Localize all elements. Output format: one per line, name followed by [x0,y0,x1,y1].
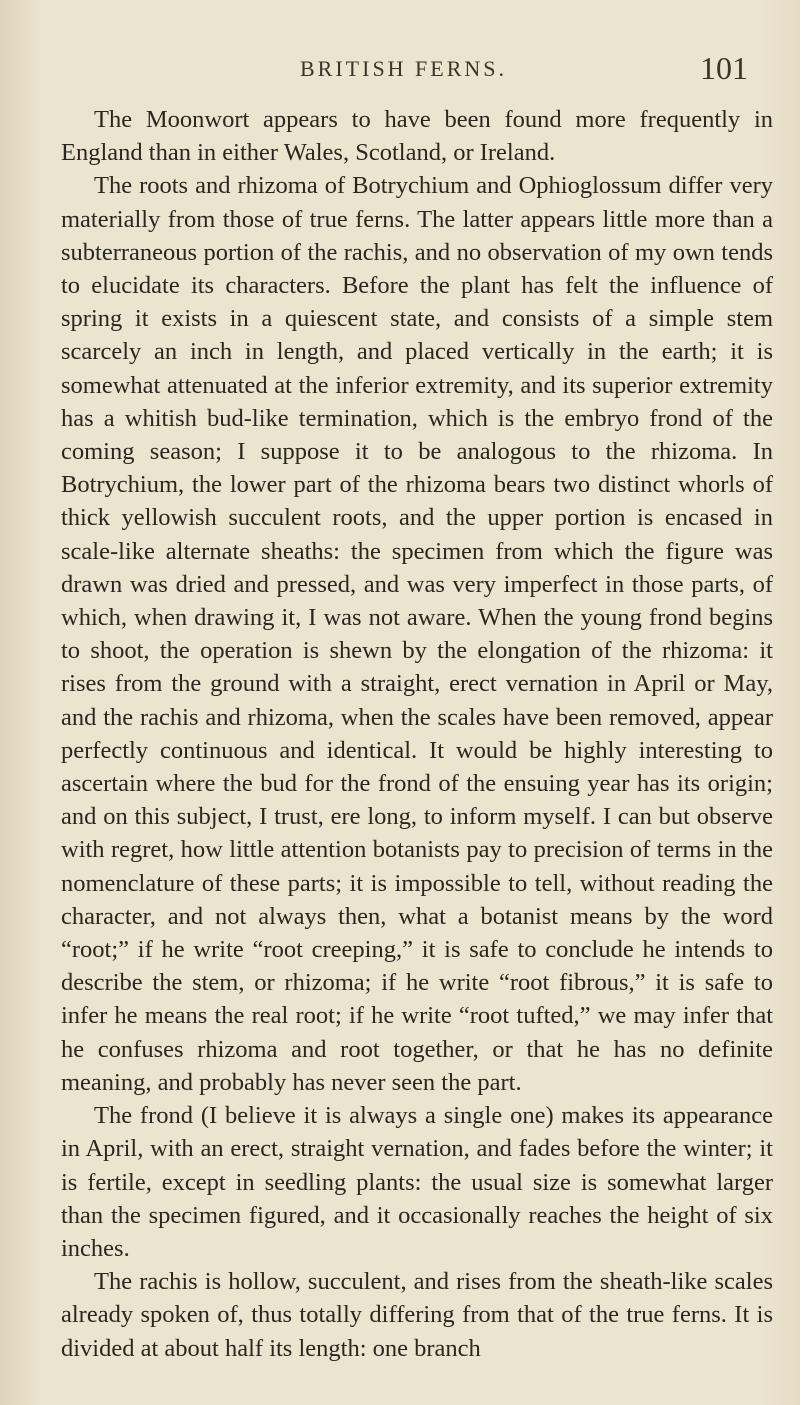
running-title: BRITISH FERNS. [300,56,508,81]
page-header [0,50,800,90]
paragraph: The roots and rhizoma of Botrychium and Ophioglossum differ very materially from those of true ferns. The latter appears little more than a subterraneous portion of the rachis, and no observation of my own tends to elucidate its characters. Before the plant has felt the influence of spring it exists in a quiescent state, and consists of a simple stem scarcely an inch in length, and placed vertically in the earth; it is somewhat attenuated at the inferior extremity, and its superior extremity has a whitish bud-like termination, which is the embryo frond of the coming season; I suppose it to be analogous to the rhizoma. In Botrychium, the lower part of the rhizoma bears two distinct whorls of thick yellowish succulent roots, and the upper portion is encased in scale-like alternate sheaths: the specimen from which the figure was drawn was dried and pressed, and was very imperfect in those parts, of which, when drawing it, I was not aware. When the young frond begins to shoot, the operation is shewn by the elongation of the rhizoma: it rises from the ground with a straight, erect vernation in April or May, and the rachis and rhizoma, when the scales have been removed, appear perfectly continuous and identical. It would be highly interesting to ascertain where the bud for the frond of the ensuing year has its origin; and on this subject, I trust, ere long, to inform myself. I can but observe with regret, how little attention botanists pay to precision of terms in the nomenclature of these parts; it is impossible to tell, without reading the character, and not always then, what a botanist means by the word “root;” if he write “root creeping,” it is safe to conclude he intends to describe the stem, or rhizoma; if he write “root fibrous,” it is safe to infer he means the real root; if he write “root tufted,” we may infer that he confuses rhizoma and root together, or that he has no definite meaning, and probably has never seen the part. [61,172,773,1096]
body-text [61,103,773,1365]
paragraph: The rachis is hollow, succulent, and rises from the sheath-like scales already spoken of, thus totally differing from that of the true ferns. It is divided at about half its length: one branch [61,1268,773,1362]
paragraph: The frond (I believe it is always a single one) makes its appearance in April, with an erect, straight vernation, and fades before the winter; it is fertile, except in seedling plants: the usual size is somewhat larger than the specimen figured, and it occasionally reaches the height of six inches. [61,1102,773,1262]
paragraph: The Moonwort appears to have been found more frequently in England than in either Wales, Scotland, or Ireland. [61,106,773,167]
page-number: 101 [700,50,748,86]
